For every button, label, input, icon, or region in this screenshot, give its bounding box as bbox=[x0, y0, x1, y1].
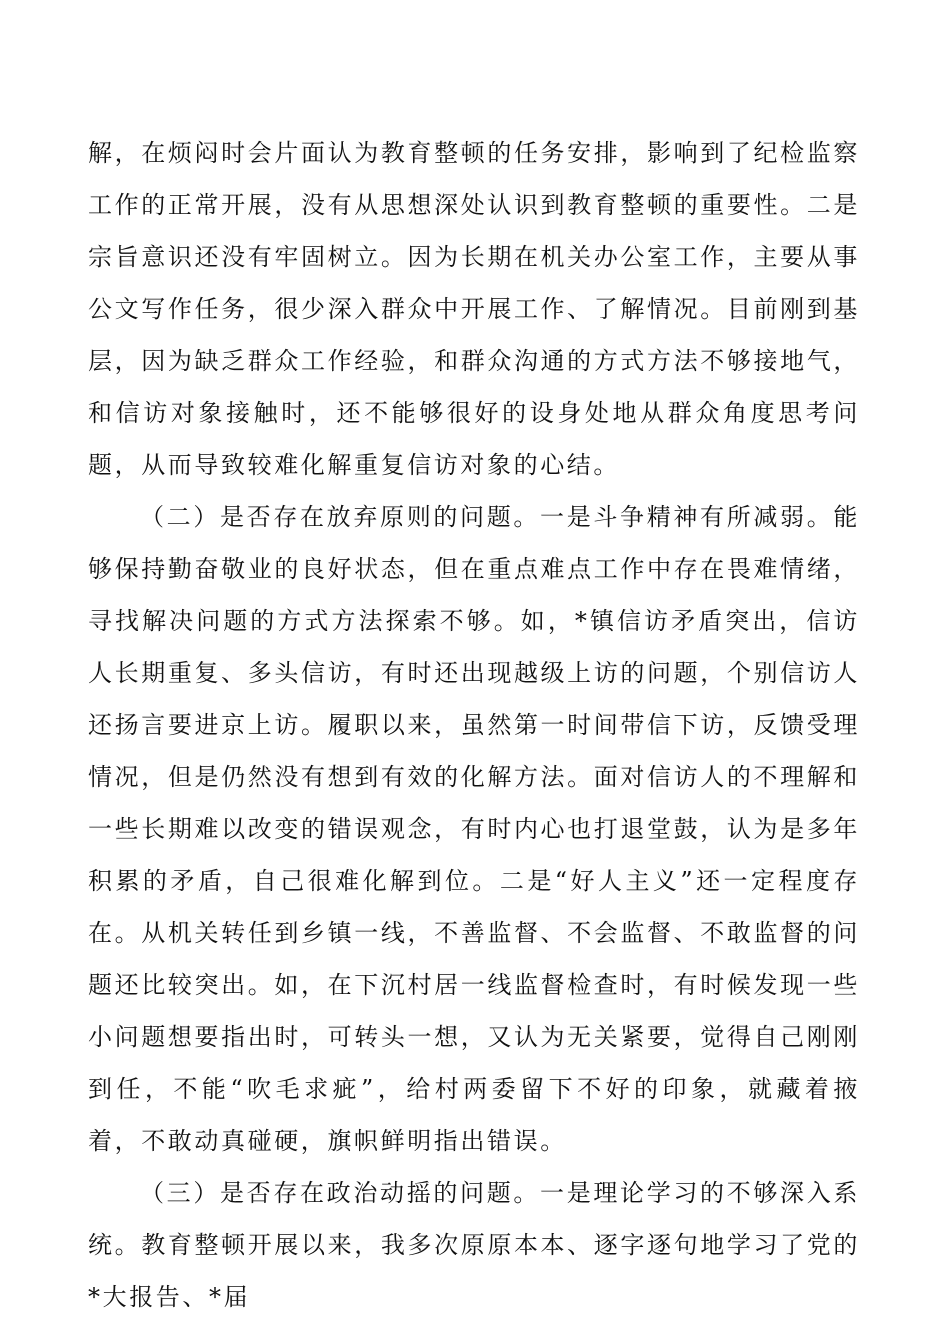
document-body bbox=[88, 127, 860, 1323]
paragraph-2: （二）是否存在放弃原则的问题。一是斗争精神有所减弱。能够保持勤奋敬业的良好状态，但在重点难点工作中存在畏难情绪，寻找解决问题的方式方法探索不够。如，*镇信访矛盾突出，信访人长期重复、多头信访，有时还出现越级上访的问题，个别信访人还扬言要进京上访。履职以来，虽然第一时间带信下访，反馈受理情况，但是仍然没有想到有效的化解方法。面对信访人的不理解和一些长期难以改变的错误观念，有时内心也打退堂鼓，认为是多年积累的矛盾，自己很难化解到位。二是“好人主义”还一定程度存在。从机关转任到乡镇一线，不善监督、不会监督、不敢监督的问题还比较突出。如，在下沉村居一线监督检查时，有时候发现一些小问题想要指出时，可转头一想，又认为无关紧要，觉得自己刚刚到任，不能“吹毛求疵”，给村两委留下不好的印象，就藏着掖着，不敢动真碰硬，旗帜鲜明指出错误。 bbox=[88, 503, 860, 1155]
paragraph-3: （三）是否存在政治动摇的问题。一是理论学习的不够深入系统。教育整顿开展以来，我多次原原本本、逐字逐句地学习了党的*大报告、*届 bbox=[88, 1179, 860, 1311]
paragraph-1: 解，在烦闷时会片面认为教育整顿的任务安排，影响到了纪检监察工作的正常开展，没有从思想深处认识到教育整顿的重要性。二是宗旨意识还没有牢固树立。因为长期在机关办公室工作，主要从事公文写作任务，很少深入群众中开展工作、了解情况。目前刚到基层，因为缺乏群众工作经验，和群众沟通的方式方法不够接地气，和信访对象接触时，还不能够很好的设身处地从群众角度思考问题，从而导致较难化解重复信访对象的心结。 bbox=[88, 139, 860, 479]
